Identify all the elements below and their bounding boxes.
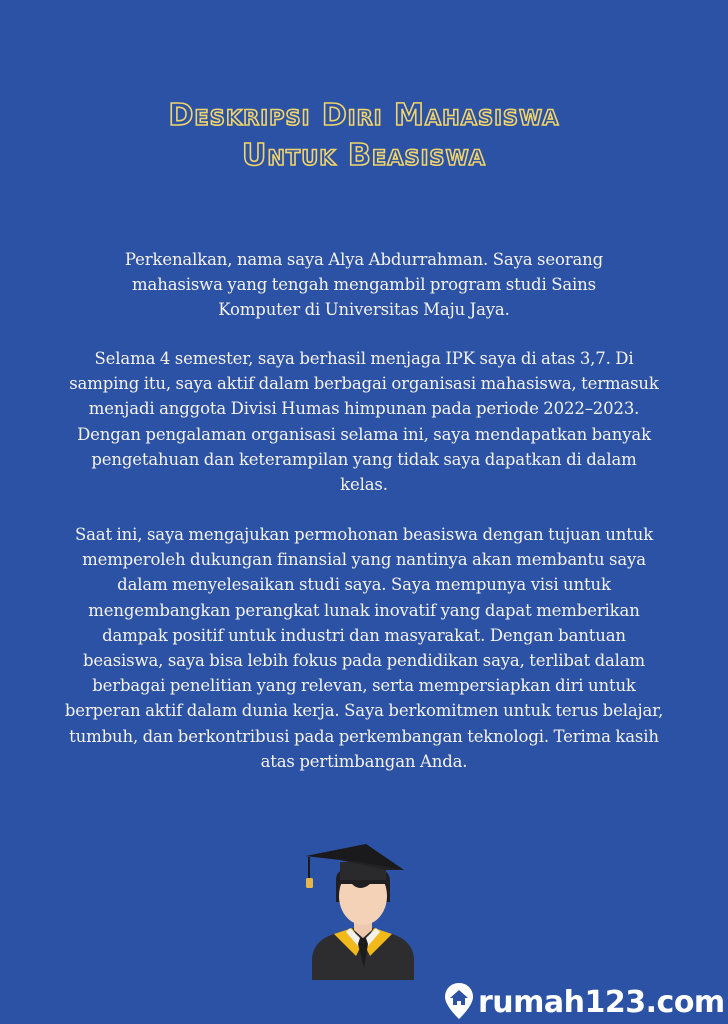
- location-pin-house-icon: [444, 982, 474, 1024]
- brand-name: rumah123.com: [478, 985, 725, 1020]
- paragraph-achievements: Selama 4 semester, saya berhasil menjaga IPK saya di atas 3,7. Di samping itu, saya aktif dalam berbagai organisasi mahasiswa, termasuk menjadi anggota Divisi Humas himpunan pada periode 2022–2023. Dengan pengalaman organisasi selama ini, saya mendapatkan banyak pengetahuan dan keterampilan yang tidak saya dapatkan di dalam kelas.: [69, 349, 659, 495]
- page-title: [0, 96, 728, 176]
- paragraph-introduction: Perkenalkan, nama saya Alya Abdurrahman. Saya seorang mahasiswa yang tengah mengambil program studi Sains Komputer di Universitas Maju Jaya.: [124, 250, 604, 320]
- graduate-student-icon: [300, 840, 425, 985]
- brand-logo: [444, 982, 725, 1024]
- title-line-2: Untuk Beasiswa: [241, 138, 487, 173]
- paragraph-motivation: Saat ini, saya mengajukan permohonan beasiswa dengan tujuan untuk memperoleh dukungan finansial yang nantinya akan membantu saya dalam menyelesaikan studi saya. Saya mempunya visi untuk mengembangkan perangkat lunak inovatif yang dapat memberikan dampak positif untuk industri dan masyarakat. Dengan bantuan beasiswa, saya bisa lebih fokus pada pendidikan saya, terlibat dalam berbagai penelitian yang relevan, serta mempersiapkan diri untuk berperan aktif dalam dunia kerja. Saya berkomitmen untuk terus belajar, tumbuh, dan berkontribusi pada perkembangan teknologi. Terima kasih atas pertimbangan Anda.: [64, 525, 664, 771]
- title-line-1: Deskripsi Diri Mahasiswa: [168, 98, 560, 133]
